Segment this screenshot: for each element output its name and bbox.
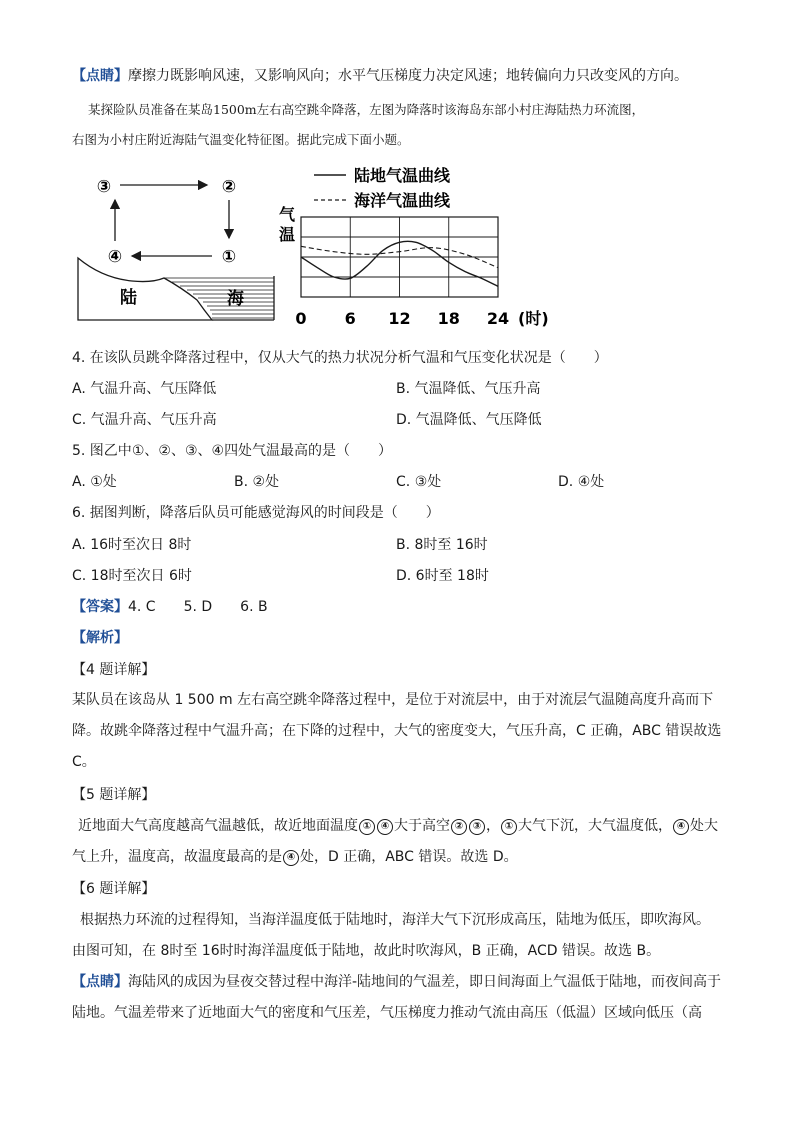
q5-c-mark: ③	[414, 474, 428, 490]
tip-paragraph-1	[72, 66, 714, 86]
q5-option-a	[72, 472, 117, 492]
answer-tag: 【答案】	[72, 599, 128, 615]
d5-text-f: 气上升，温度高，故温度最高的是	[72, 849, 282, 865]
q5-b-pre: B.	[234, 474, 253, 490]
d5-text-g: 处，D 正确，ABC 错误。故选 D。	[300, 849, 518, 865]
q5-stem-c2: ②	[158, 443, 171, 459]
q5-stem-c1: ①	[131, 443, 145, 459]
q5-a-mark: ①	[90, 474, 103, 490]
q6-option-d: D. 6时至 18时	[396, 568, 489, 584]
q6-stem: 6. 据图判断，降落后队员可能感觉海风的时间段是（ ）	[72, 505, 440, 521]
land-label: 陆	[120, 288, 137, 308]
q5-sep-2: 、	[170, 443, 185, 459]
q4-stem: 4. 在该队员跳伞降落过程中，仅从大气的热力状况分析气温和气压变化状况是（ ）	[72, 350, 608, 366]
q5-c-pre: C.	[396, 474, 415, 490]
d5-mark-1b: ①	[501, 819, 517, 835]
detail-4-line-2: 降。故跳伞降落过程中气温升高；在下降的过程中，大气的密度变大，气压升高，C 正确，ABC 错误故选	[72, 723, 722, 739]
q5-option-d	[558, 472, 604, 492]
sea-label: 海	[227, 289, 244, 309]
d5-mark-4b: ④	[673, 819, 689, 835]
q5-stem-c3: ③	[184, 443, 198, 459]
intro-line-2: 右图为小村庄附近海陆气温变化特征图。据此完成下面小题。	[72, 132, 410, 147]
detail-6-line-1: 根据热力环流的过程得知，当海洋温度低于陆地时，海洋大气下沉形成高压，陆地为低压，即吹海风。	[80, 912, 710, 928]
tip-tag: 【点睛】	[72, 68, 128, 84]
intro-line-1: 某探险队员准备在某岛1500m左右高空跳伞降落，左图为降落时该海岛东部小村庄海陆热力环流图，	[88, 102, 645, 117]
tip-paragraph-2-line-2: 陆地。气温差带来了近地面大气的密度和气压差，气压梯度力推动气流由高压（低温）区域向低压（高	[72, 1005, 702, 1021]
x-axis-unit: (时)	[518, 309, 549, 328]
q5-stem	[72, 441, 714, 461]
point-2-label: ②	[221, 177, 237, 197]
q5-stem-pre: 5. 图乙中	[72, 443, 132, 459]
y-axis-label-char-1: 气	[279, 205, 296, 224]
q5-c-post: 处	[427, 474, 442, 490]
x-tick-label-6: 6	[344, 309, 356, 328]
d5-mark-2: ②	[451, 819, 467, 835]
detail-5-line-1	[78, 816, 718, 836]
circulation-diagram	[72, 168, 282, 326]
point-4-label: ④	[107, 247, 123, 267]
answer-line	[72, 597, 714, 617]
tip-text: 摩擦力既影响风速，又影响风向；水平气压梯度力决定风速；地转偏向力只改变风的方向。	[128, 68, 688, 84]
q5-d-post: 处	[590, 474, 605, 490]
plot-area	[295, 217, 548, 328]
x-tick-label-12: 12	[388, 309, 411, 328]
detail-4-line-3: C。	[72, 754, 96, 770]
answer-text: 4. C 5. D 6. B	[128, 599, 268, 615]
d5-mark-3: ③	[469, 819, 485, 835]
q5-option-b	[234, 472, 279, 492]
q4-option-b: B. 气温降低、气压升高	[396, 381, 541, 397]
q5-option-c	[396, 472, 441, 492]
q5-d-mark: ④	[577, 474, 591, 490]
detail-5-line-2	[72, 847, 714, 867]
q5-stem-post: 四处气温最高的是（ ）	[224, 443, 393, 459]
q5-a-pre: A.	[72, 474, 91, 490]
detail-4-title: 【4 题详解】	[72, 662, 156, 678]
q5-stem-c4: ④	[211, 443, 225, 459]
legend-land-label: 陆地气温曲线	[354, 166, 451, 185]
q5-b-post: 处	[265, 474, 280, 490]
d5-mark-4: ④	[377, 819, 393, 835]
q6-option-b: B. 8时至 16时	[396, 537, 488, 553]
d5-text-e: 处大	[690, 818, 718, 834]
tip2-text-1: 海陆风的成因为昼夜交替过程中海洋-陆地间的气温差，即日间海面上气温低于陆地，而夜间高于	[128, 974, 722, 990]
q4-option-c: C. 气温升高、气压升高	[72, 412, 217, 428]
q6-option-c: C. 18时至次日 6时	[72, 568, 192, 584]
d5-text-b: 大于高空	[394, 818, 450, 834]
q4-option-a: A. 气温升高、气压降低	[72, 381, 217, 397]
x-tick-label-24: 24	[486, 309, 510, 328]
point-1-label: ①	[221, 247, 237, 267]
temperature-chart	[276, 162, 556, 334]
y-axis-label-char-2: 温	[279, 225, 296, 244]
d5-mark-4c: ④	[283, 850, 299, 866]
x-tick-label-18: 18	[437, 309, 460, 328]
analysis-tag: 【解析】	[72, 630, 128, 646]
detail-6-title: 【6 题详解】	[72, 881, 156, 897]
d5-mark-1: ①	[359, 819, 375, 835]
d5-text-c: ，	[486, 818, 500, 834]
q5-sep-3: 、	[197, 443, 212, 459]
d5-text-a: 近地面大气高度越高气温越低，故近地面温度	[78, 818, 358, 834]
detail-5-title: 【5 题详解】	[72, 787, 156, 803]
q6-option-a: A. 16时至次日 8时	[72, 537, 192, 553]
detail-4-line-1: 某队员在该岛从 1 500 m 左右高空跳伞降落过程中，是位于对流层中，由于对流层气温随高度升高而下	[72, 692, 714, 708]
legend-sea-label: 海洋气温曲线	[354, 191, 451, 210]
q5-sep-1: 、	[144, 443, 159, 459]
q5-a-post: 处	[102, 474, 117, 490]
d5-text-d: 大气下沉，大气温度低，	[518, 818, 672, 834]
detail-6-line-2: 由图可知，在 8时至 16时时海洋温度低于陆地，故此时吹海风，B 正确，ACD 错误。故选 B。	[72, 943, 661, 959]
q5-b-mark: ②	[252, 474, 266, 490]
point-3-label: ③	[96, 177, 112, 197]
q4-option-d: D. 气温降低、气压降低	[396, 412, 542, 428]
tip2-tag: 【点睛】	[72, 974, 128, 990]
land-shape	[78, 258, 212, 320]
q5-d-pre: D.	[558, 474, 578, 490]
x-tick-label-0: 0	[295, 309, 307, 328]
tip-paragraph-2-line-1	[72, 972, 722, 992]
